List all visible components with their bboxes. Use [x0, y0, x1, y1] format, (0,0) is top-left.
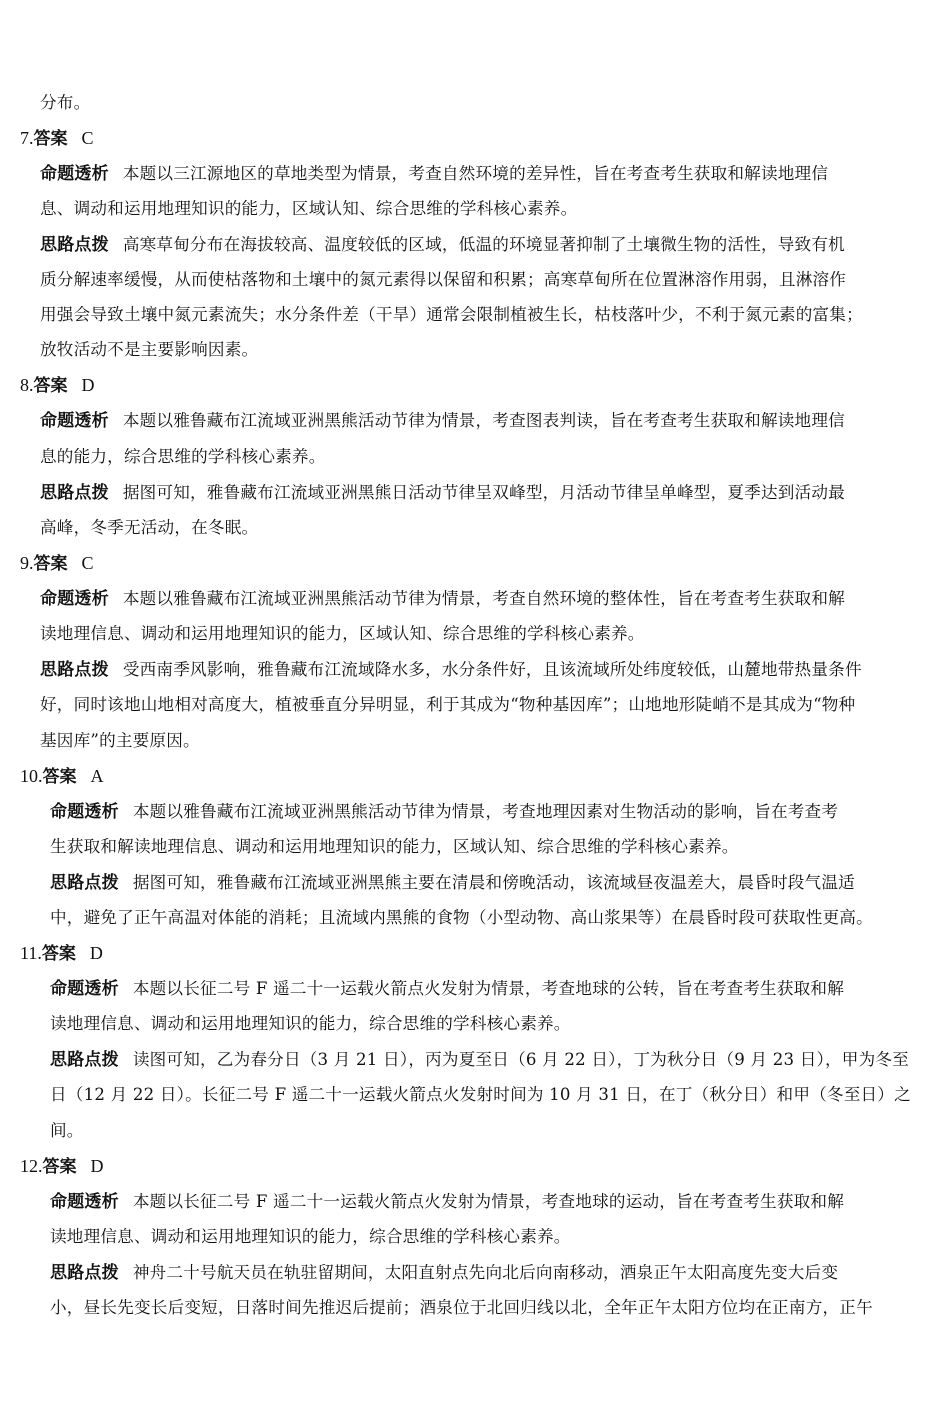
- question-number: 9.: [20, 553, 34, 573]
- analysis-label: 命题透析: [50, 802, 119, 822]
- question-number: 8.: [20, 375, 34, 395]
- solution-text: 受西南季风影响，雅鲁藏布江流域降水多，水分条件好，且该流域所处纬度较低，山麓地带热量条件: [122, 660, 862, 679]
- question-9-solution-line-2: 好，同时该地山地相对高度大，植被垂直分异明显，利于其成为“物种基因库”；山地地形陡峭不是其成为“物种: [40, 695, 856, 714]
- question-number: 7.: [20, 128, 34, 148]
- question-9-solution-line-3: 基因库”的主要原因。: [40, 731, 200, 750]
- analysis-text: 本题以雅鲁藏布江流域亚洲黑熊活动节律为情景，考查图表判读，旨在考查考生获取和解读地理信: [122, 411, 845, 430]
- question-8-solution-line-1: [40, 481, 845, 505]
- question-10-solution-line-1: [50, 871, 855, 895]
- question-9-analysis-line-2: 读地理信息、调动和运用地理知识的能力，区域认知、综合思维的学科核心素养。: [40, 624, 645, 643]
- answer-label: 答案: [42, 767, 77, 787]
- question-12-analysis-line-2: 读地理信息、调动和运用地理知识的能力，综合思维的学科核心素养。: [50, 1227, 571, 1246]
- question-8-analysis-line-2: 息的能力，综合思维的学科核心素养。: [40, 447, 326, 466]
- answer-letter: A: [90, 766, 104, 786]
- question-11-solution-line-3: 间。: [50, 1121, 84, 1140]
- question-10-solution-line-2: 中，避免了正午高温对体能的消耗；且流域内黑熊的食物（小型动物、高山浆果等）在晨昏时段可获取性更高。: [50, 908, 873, 927]
- solution-label: 思路点拨: [50, 873, 119, 893]
- answer-label: 答案: [41, 944, 76, 964]
- question-12-solution-line-2: 小，昼长先变长后变短，日落时间先推迟后提前；酒泉位于北回归线以北，全年正午太阳方位均在正南方，正午: [50, 1298, 873, 1317]
- solution-label: 思路点拨: [50, 1050, 119, 1070]
- question-8-solution-line-2: 高峰，冬季无活动，在冬眠。: [40, 518, 259, 537]
- analysis-label: 命题透析: [40, 411, 109, 431]
- question-7-analysis-line-1: [40, 162, 828, 186]
- solution-text: 据图可知，雅鲁藏布江流域亚洲黑熊主要在清晨和傍晚活动，该流域昼夜温差大，晨昏时段气温适: [132, 873, 855, 892]
- analysis-text: 本题以长征二号 F 遥二十一运载火箭点火发射为情景，考查地球的公转，旨在考查考生获取和解: [132, 979, 845, 998]
- analysis-label: 命题透析: [40, 589, 109, 609]
- answer-letter: D: [90, 1156, 104, 1176]
- solution-text: 高寒草甸分布在海拔较高、温度较低的区域，低温的环境显著抑制了土壤微生物的活性，导致有机: [122, 235, 845, 254]
- analysis-label: 命题透析: [40, 164, 109, 184]
- answer-letter: C: [81, 128, 94, 148]
- answer-label: 答案: [33, 376, 68, 396]
- question-12-answer-line: [20, 1154, 104, 1179]
- analysis-text: 本题以雅鲁藏布江流域亚洲黑熊活动节律为情景，考查地理因素对生物活动的影响，旨在考查考: [132, 802, 839, 821]
- solution-label: 思路点拨: [40, 235, 109, 255]
- question-number: 11.: [20, 943, 42, 963]
- question-7-solution-line-3: 用强会导致土壤中氮元素流失；水分条件差（干旱）通常会限制植被生长，枯枝落叶少，不利于氮元素的富集；: [40, 305, 863, 324]
- question-10-answer-line: [20, 764, 104, 789]
- question-7-solution-line-1: [40, 233, 845, 257]
- analysis-text: 本题以长征二号 F 遥二十一运载火箭点火发射为情景，考查地球的运动，旨在考查考生获取和解: [132, 1192, 845, 1211]
- question-9-analysis-line-1: [40, 587, 845, 611]
- question-number: 12.: [20, 1156, 43, 1176]
- question-11-solution-line-1: [50, 1048, 909, 1072]
- question-10-analysis-line-2: 生获取和解读地理信息、调动和运用地理知识的能力，区域认知、综合思维的学科核心素养。: [50, 837, 739, 856]
- question-10-analysis-line-1: [50, 800, 838, 824]
- question-9-solution-line-1: [40, 658, 862, 682]
- answer-label: 答案: [42, 1157, 77, 1177]
- analysis-text: 本题以三江源地区的草地类型为情景，考查自然环境的差异性，旨在考查考生获取和解读地理信: [122, 164, 829, 183]
- answer-label: 答案: [33, 129, 68, 149]
- solution-text: 读图可知，乙为春分日（3 月 21 日），丙为夏至日（6 月 22 日），丁为秋分日（9 月 23 日），甲为冬至: [132, 1050, 909, 1069]
- question-11-analysis-line-2: 读地理信息、调动和运用地理知识的能力，综合思维的学科核心素养。: [50, 1014, 571, 1033]
- solution-label: 思路点拨: [50, 1263, 119, 1283]
- intro-text: 分布。: [40, 93, 91, 112]
- solution-label: 思路点拨: [40, 660, 109, 680]
- question-7-analysis-line-2: 息、调动和运用地理知识的能力，区域认知、综合思维的学科核心素养。: [40, 199, 578, 218]
- solution-text: 神舟二十号航天员在轨驻留期间，太阳直射点先向北后向南移动，酒泉正午太阳高度先变大后变: [132, 1263, 839, 1282]
- solution-label: 思路点拨: [40, 483, 109, 503]
- analysis-label: 命题透析: [50, 1192, 119, 1212]
- analysis-label: 命题透析: [50, 979, 119, 999]
- question-12-solution-line-1: [50, 1261, 838, 1285]
- solution-text: 据图可知，雅鲁藏布江流域亚洲黑熊日活动节律呈双峰型，月活动节律呈单峰型，夏季达到活动最: [122, 483, 845, 502]
- question-8-analysis-line-1: [40, 409, 845, 433]
- question-7-solution-line-2: 质分解速率缓慢，从而使枯落物和土壤中的氮元素得以保留和积累；高寒草甸所在位置淋溶作用弱，且淋溶作: [40, 270, 847, 289]
- answer-label: 答案: [33, 554, 68, 574]
- question-7-solution-line-4: 放牧活动不是主要影响因素。: [40, 340, 259, 359]
- question-7-answer-line: [20, 126, 94, 151]
- question-11-analysis-line-1: [50, 977, 844, 1001]
- question-8-answer-line: [20, 373, 95, 398]
- question-11-solution-line-2: 日（12 月 22 日）。长征二号 F 遥二十一运载火箭点火发射时间为 10 月 31 日，在丁（秋分日）和甲（冬至日）之: [50, 1085, 911, 1104]
- question-12-analysis-line-1: [50, 1190, 844, 1214]
- answer-letter: D: [89, 943, 103, 963]
- question-number: 10.: [20, 766, 43, 786]
- answer-letter: D: [81, 375, 95, 395]
- answer-letter: C: [81, 553, 94, 573]
- question-11-answer-line: [20, 941, 103, 966]
- question-9-answer-line: [20, 551, 94, 576]
- analysis-text: 本题以雅鲁藏布江流域亚洲黑熊活动节律为情景，考查自然环境的整体性，旨在考查考生获取和解: [122, 589, 845, 608]
